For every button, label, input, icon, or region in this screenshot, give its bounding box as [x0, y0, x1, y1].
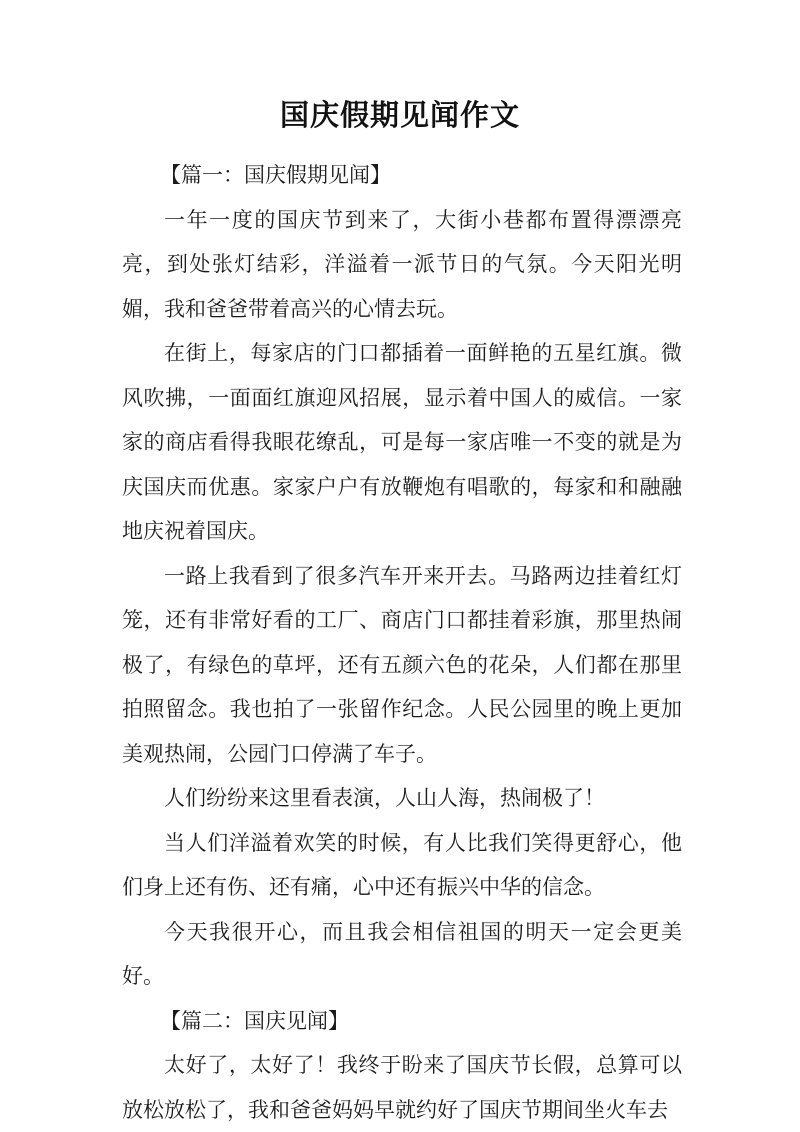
paragraph: 一路上我看到了很多汽车开来开去。马路两边挂着红灯笼，还有非常好看的工厂、商店门口都挂着彩旗，那里热闹极了，有绿色的草坪，还有五颜六色的花朵，人们都在那里拍照留念。我也拍了一张留作纪念。人民公园里的晚上更加美观热闹，公园门口停满了车子。 [122, 563, 682, 766]
paragraph: 今天我很开心，而且我会相信祖国的明天一定会更美好。 [122, 919, 682, 988]
section-heading-1: 【篇一：国庆假期见闻】 [160, 163, 391, 187]
paragraph: 太好了，太好了！我终于盼来了国庆节长假，总算可以放松放松了，我和爸爸妈妈早就约好了国庆节期间坐火车去 [122, 1053, 682, 1122]
document-body [122, 153, 682, 1132]
paragraph: 在街上，每家店的门口都插着一面鲜艳的五星红旗。微风吹拂，一面面红旗迎风招展，显示着中国人的威信。一家家的商店看得我眼花缭乱，可是每一家店唯一不变的就是为庆国庆而优惠。家家户户有放鞭炮有唱歌的，每家和和融融地庆祝着国庆。 [122, 341, 682, 543]
paragraph: 人们纷纷来这里看表演，人山人海，热闹极了！ [164, 786, 605, 810]
section-heading-2: 【篇二：国庆见闻】 [160, 1008, 349, 1033]
document-title: 国庆假期见闻作文 [279, 98, 520, 132]
paragraph: 一年一度的国庆节到来了，大街小巷都布置得漂漂亮亮，到处张灯结彩，洋溢着一派节日的气氛。今天阳光明媚，我和爸爸带着高兴的心情去玩。 [122, 207, 682, 321]
paragraph: 当人们洋溢着欢笑的时候，有人比我们笑得更舒心，他们身上还有伤、还有痛，心中还有振兴中华的信念。 [122, 830, 682, 899]
